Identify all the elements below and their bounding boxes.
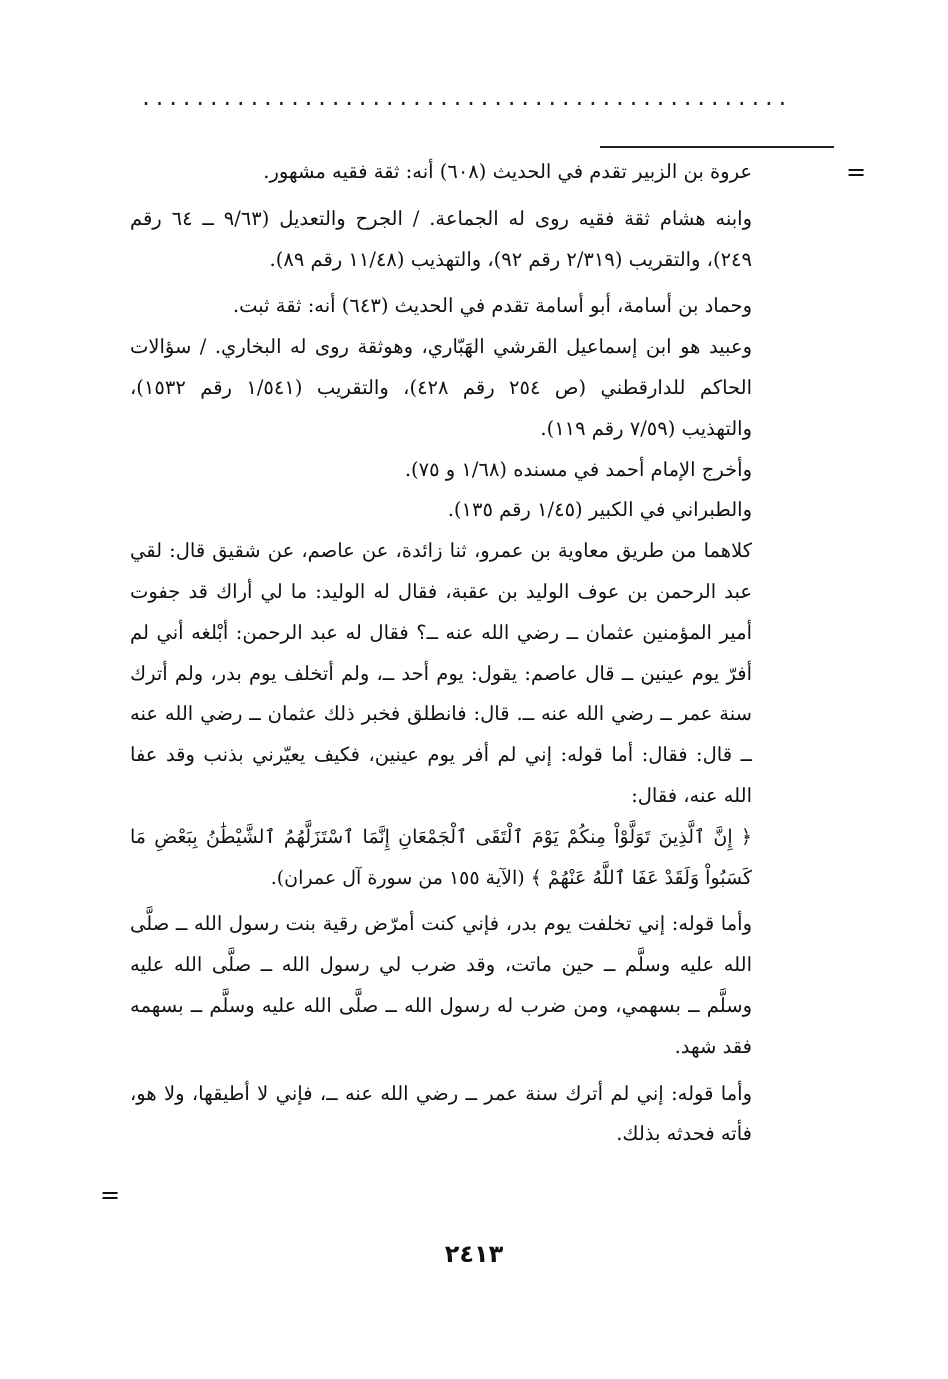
continuation-mark-bottom: = xyxy=(100,1181,121,1209)
paragraph-hisham: وابنه هشام ثقة فقيه روى له الجماعة. / الجرح والتعديل (٩/٦٣ ــ ٦٤ رقم ٢٤٩)، والتقريب (٢/٣١٩ رقم ٩٢)، والتهذيب (١١/٤٨ رقم ٨٩). xyxy=(130,206,752,271)
paragraph-badr: وأما قوله: إني تخلفت يوم بدر، فإني كنت أمرّض رقية بنت رسول الله ــ صلَّى الله عليه وسلَّم ــ حين ماتت، وقد ضرب لي رسول الله ــ صلَّى الله عليه وسلَّم ــ بسهمي، ومن ضرب له رسول الله ــ صلَّى الله عليه وسلَّم ــ بسهمه فقد شهد. xyxy=(130,912,752,1058)
page-number: ٢٤١٣ xyxy=(444,1240,504,1268)
paragraph-umar-sunnah: وأما قوله: إني لم أترك سنة عمر ــ رضي الله عنه ــ، فإني لا أطيقها، ولا هو، فأته فحدثه بذلك. xyxy=(130,1081,752,1146)
footnote-rule xyxy=(600,146,834,148)
paragraph-ubaid: وعبيد هو ابن إسماعيل القرشي الهَبّاري، وهوثقة روى له البخاري. / سؤالات الحاكم للدارقطني (ص ٢٥٤ رقم ٤٢٨)، والتقريب (١/٥٤١ رقم ١٥٣٢)، والتهذيب (٧/٥٩ رقم ١١٩). xyxy=(130,335,752,440)
continuation-mark-top: = xyxy=(846,158,867,186)
paragraph-tabarani: والطبراني في الكبير (١/٤٥ رقم ١٣٥). xyxy=(447,498,752,522)
paragraph-hadith-narration: كلاهما من طريق معاوية بن عمرو، ثنا زائدة، عن عاصم، عن شقيق قال: لقي عبد الرحمن بن عوف الوليد بن عقبة، فقال له الوليد: ما لي أراك قد جفوت أمير المؤمنين عثمان ــ رضي الله عنه ــ؟ فقال له عبد الرحمن: أبْلغه أني لم أفرّ يوم عينين ــ قال عاصم: يقول: يوم أحد ــ، ولم أتخلف يوم بدر، ولم أترك سنة عمر ــ رضي الله عنه ــ. قال: فانطلق فخبر ذلك عثمان ــ رضي الله عنه ــ قال: فقال: أما قوله: إني لم أفر يوم عينين، فكيف يعيّرني بذنب وقد عفا الله عنه، فقال: xyxy=(130,539,752,807)
dot-leader-separator: ................................................ xyxy=(140,86,790,106)
paragraph-ahmad: وأخرج الإمام أحمد في مسنده (١/٦٨ و ٧٥). xyxy=(404,457,752,481)
paragraph-urwa: عروة بن الزبير تقدم في الحديث (٦٠٨) أنه: ثقة فقيه مشهور. xyxy=(263,160,752,183)
paragraph-hammad: وحماد بن أسامة، أبو أسامة تقدم في الحديث (٦٤٣) أنه: ثقة ثبت. xyxy=(232,294,752,318)
quran-verse: ﴿ إِنَّ ٱلَّذِينَ تَوَلَّوْاْ مِنكُمْ يَوْمَ ٱلْتَقَى ٱلْجَمْعَانِ إِنَّمَا ٱسْتَزَلَّهُمُ ٱلشَّيْطَٰنُ بِبَعْضِ مَا كَسَبُواْ وَلَقَدْ عَفَا ٱللَّهُ عَنْهُمْ ﴾ (الآية ١٥٥ من سورة آل عمران). xyxy=(130,825,752,889)
footnote-body xyxy=(130,152,752,1155)
